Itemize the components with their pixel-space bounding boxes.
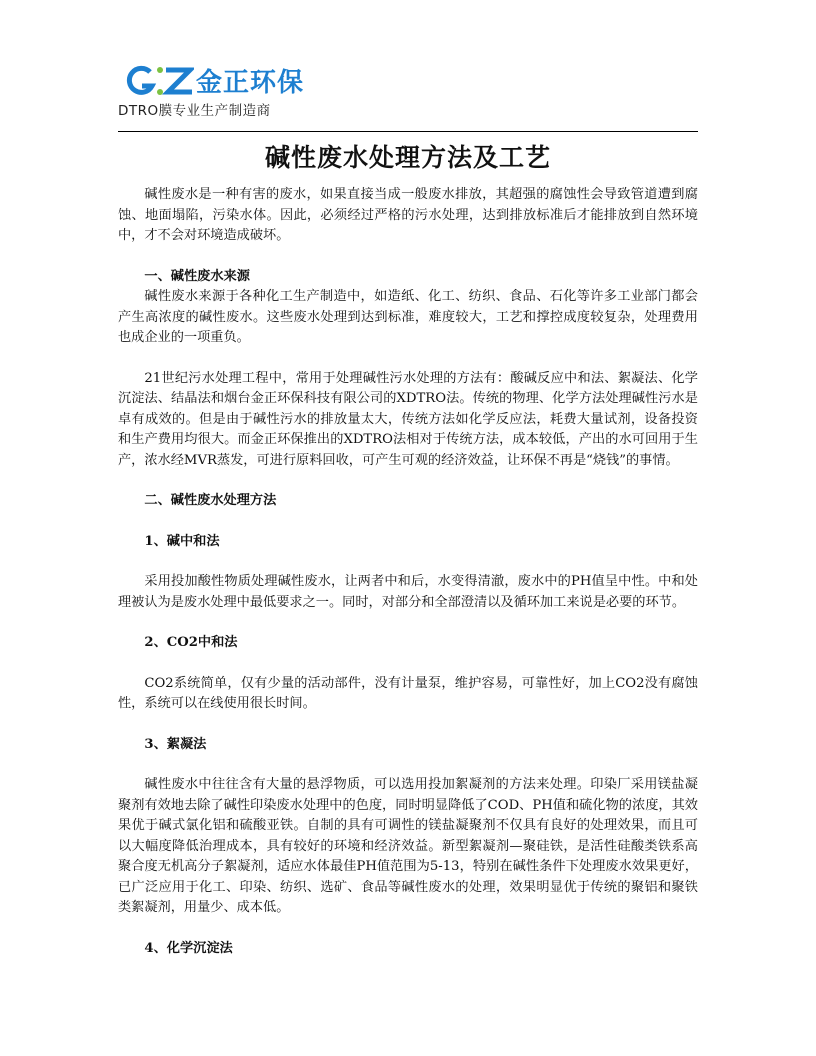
method-heading-flocculation: 3、絮凝法 xyxy=(144,736,207,752)
header-divider xyxy=(118,131,698,132)
methods-overview-paragraph: 21世纪污水处理工程中，常用于处理碱性污水处理的方法有：酸碱反应中和法、絮凝法、化学沉淀法、结晶法和烟台金正环保科技有限公司的XDTRO法。传统的物理、化学方法处理碱性污水是卓有成效的。但是由于碱性污水的排放量太大，传统方法如化学反应法，耗费大量试剂，设备投资和生产费用均很大。而金正环保推出的XDTRO法相对于传统方法，成本较低，产出的水可回用于生产，浓水经MVR蒸发，可进行原料回收，可产生可观的经济效益，让环保不再是“烧钱”的事情。 xyxy=(118,370,698,468)
company-logo xyxy=(118,62,358,126)
document-body xyxy=(118,185,698,959)
co2-paragraph: CO2系统简单，仅有少量的活动部件，没有计量泵，维护容易，可靠性好，加上CO2没有腐蚀性，系统可以在线使用很长时间。 xyxy=(118,675,698,711)
neutralization-paragraph: 采用投加酸性物质处理碱性废水，让两者中和后，水变得清澈，废水中的PH值呈中性。中和处理被认为是废水处理中最低要求之一。同时，对部分和全部澄清以及循环加工来说是必要的环节。 xyxy=(118,574,698,610)
section-heading-sources: 一、碱性废水来源 xyxy=(144,268,250,284)
document-title: 碱性废水处理方法及工艺 xyxy=(264,143,551,172)
intro-paragraph: 碱性废水是一种有害的废水，如果直接当成一般废水排放，其超强的腐蚀性会导致管道遭到腐蚀、地面塌陷，污染水体。因此，必须经过严格的污水处理，达到排放标准后才能排放到自然环境中，才不会对环境造成破坏。 xyxy=(118,187,698,243)
method-heading-co2: 2、CO2中和法 xyxy=(144,635,238,650)
sources-paragraph: 碱性废水来源于各种化工生产制造中，如造纸、化工、纺织、食品、石化等许多工业部门都会产生高浓度的碱性废水。这些废水处理到达到标准，难度较大，工艺和撑控成度较复杂，处理费用也成企业的一项重负。 xyxy=(118,289,698,345)
gz-logo-icon xyxy=(126,64,194,98)
brand-name: 金正环保 xyxy=(196,68,305,98)
method-heading-precipitation: 4、化学沉淀法 xyxy=(144,940,233,956)
method-heading-neutralization: 1、碱中和法 xyxy=(144,533,220,549)
section-heading-methods: 二、碱性废水处理方法 xyxy=(144,493,277,508)
brand-tagline: DTRO膜专业生产制造商 xyxy=(118,103,271,119)
flocculation-paragraph: 碱性废水中往往含有大量的悬浮物质，可以选用投加絮凝剂的方法来处理。印染厂采用镁盐凝聚剂有效地去除了碱性印染废水处理中的色度，同时明显降低了COD、PH值和硫化物的浓度，其效果优于碱式氯化铝和硫酸亚铁。自制的具有可调性的镁盐凝聚剂不仅具有良好的处理效果，而且可以大幅度降低治理成本，具有较好的环境和经济效益。新型絮凝剂—聚硅铁，是活性硅酸类铁系高聚合度无机高分子絮凝剂，适应水体最佳PH值范围为5-13，特别在碱性条件下处理废水效果更好，已广泛应用于化工、印染、纺织、选矿、食品等碱性废水的处理，效果明显优于传统的聚铝和聚铁类絮凝剂，用量少、成本低。 xyxy=(118,777,698,915)
